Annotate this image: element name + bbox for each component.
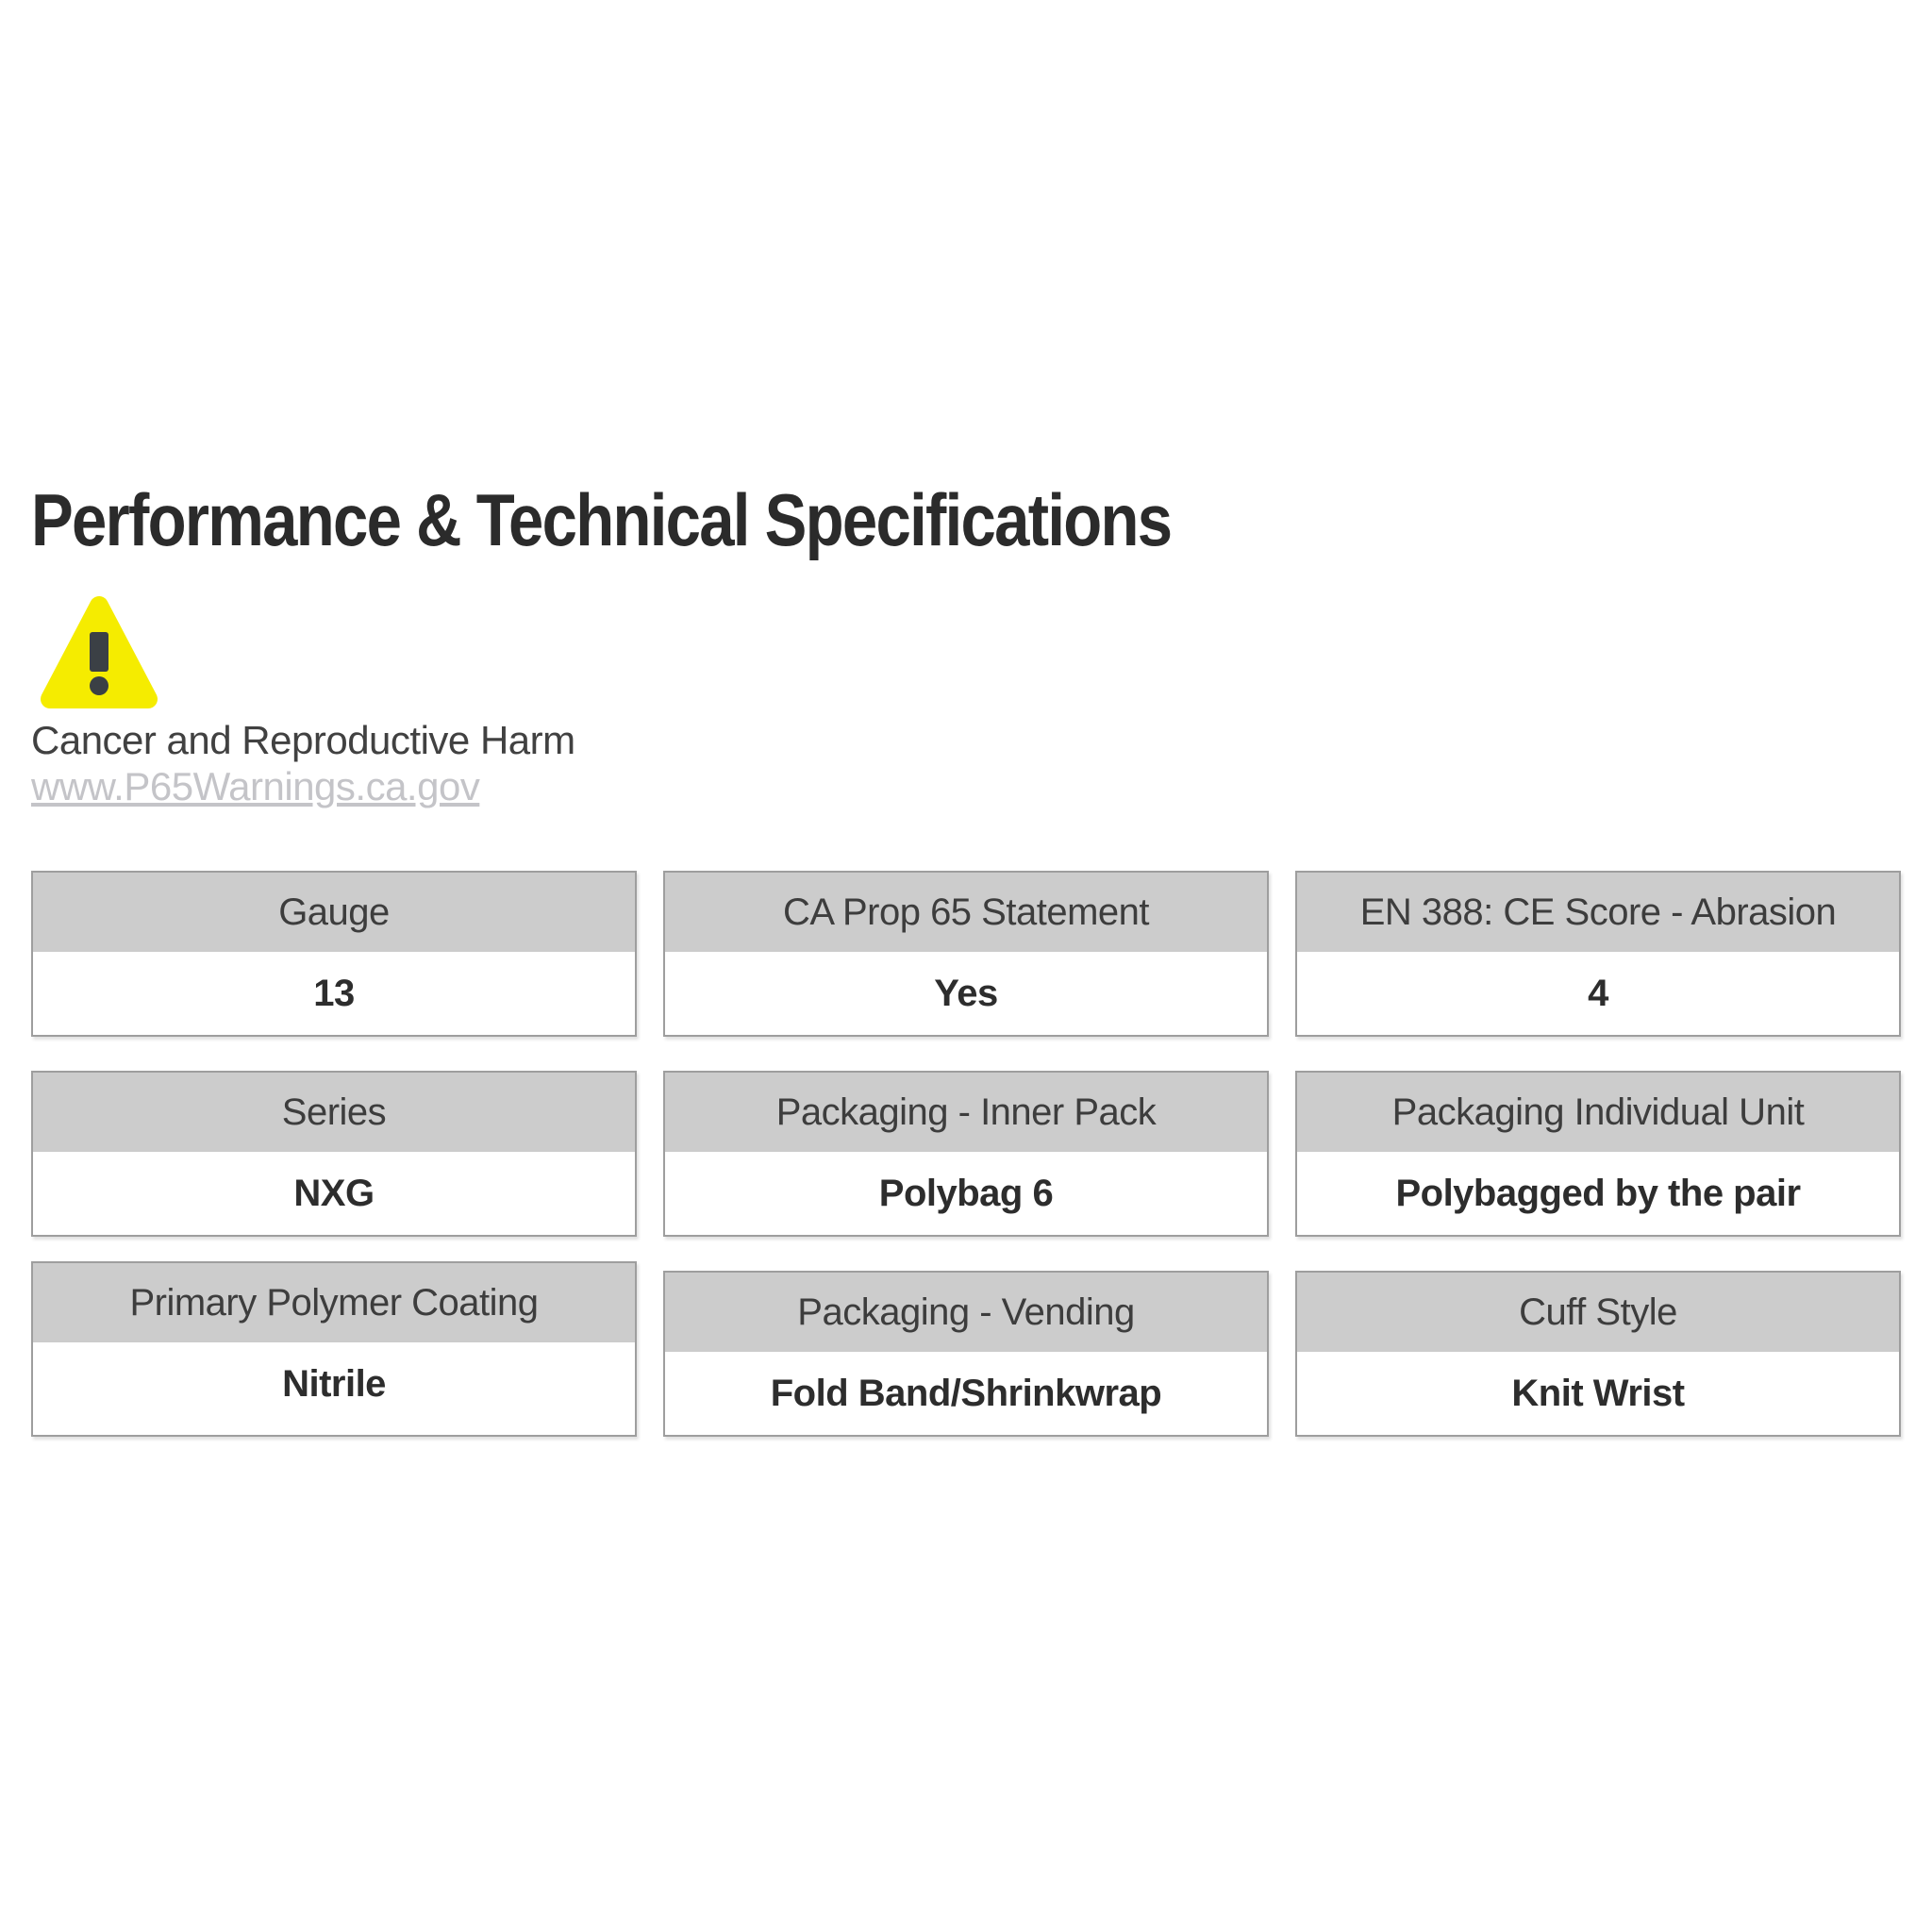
warning-text: Cancer and Reproductive Harm	[31, 718, 575, 762]
spec-value: Fold Band/Shrinkwrap	[770, 1372, 1162, 1414]
spec-label: Gauge	[33, 873, 635, 952]
warning-link[interactable]: www.P65Warnings.ca.gov	[31, 764, 480, 808]
spec-card	[31, 1261, 637, 1437]
spec-card	[663, 1271, 1269, 1437]
warning-triangle-icon	[37, 592, 161, 712]
spec-value: Polybag 6	[878, 1172, 1054, 1214]
spec-card	[1295, 1071, 1901, 1237]
spec-card	[31, 871, 637, 1037]
page-title: Performance & Technical Specifications	[31, 478, 1172, 561]
spec-label: Cuff Style	[1297, 1273, 1899, 1352]
spec-value: 13	[313, 972, 355, 1014]
spec-label: Primary Polymer Coating	[33, 1263, 635, 1342]
spec-label: EN 388: CE Score - Abrasion	[1297, 873, 1899, 952]
spec-label: Series	[33, 1073, 635, 1152]
warning-block	[31, 592, 1901, 810]
spec-card	[1295, 871, 1901, 1037]
spec-card	[663, 871, 1269, 1037]
spec-card	[31, 1071, 637, 1237]
spec-value: 4	[1588, 972, 1608, 1014]
spec-card	[1295, 1271, 1901, 1437]
spec-label: Packaging - Vending	[665, 1273, 1267, 1352]
spec-value: Yes	[934, 972, 998, 1014]
spec-label: Packaging - Inner Pack	[665, 1073, 1267, 1152]
spec-value: Polybagged by the pair	[1395, 1172, 1801, 1214]
spec-card	[663, 1071, 1269, 1237]
spec-value: NXG	[293, 1172, 375, 1214]
spec-label: Packaging Individual Unit	[1297, 1073, 1899, 1152]
spec-value: Knit Wrist	[1511, 1372, 1685, 1414]
specs-grid	[31, 871, 1901, 1437]
spec-value: Nitrile	[282, 1362, 386, 1405]
spec-label: CA Prop 65 Statement	[665, 873, 1267, 952]
